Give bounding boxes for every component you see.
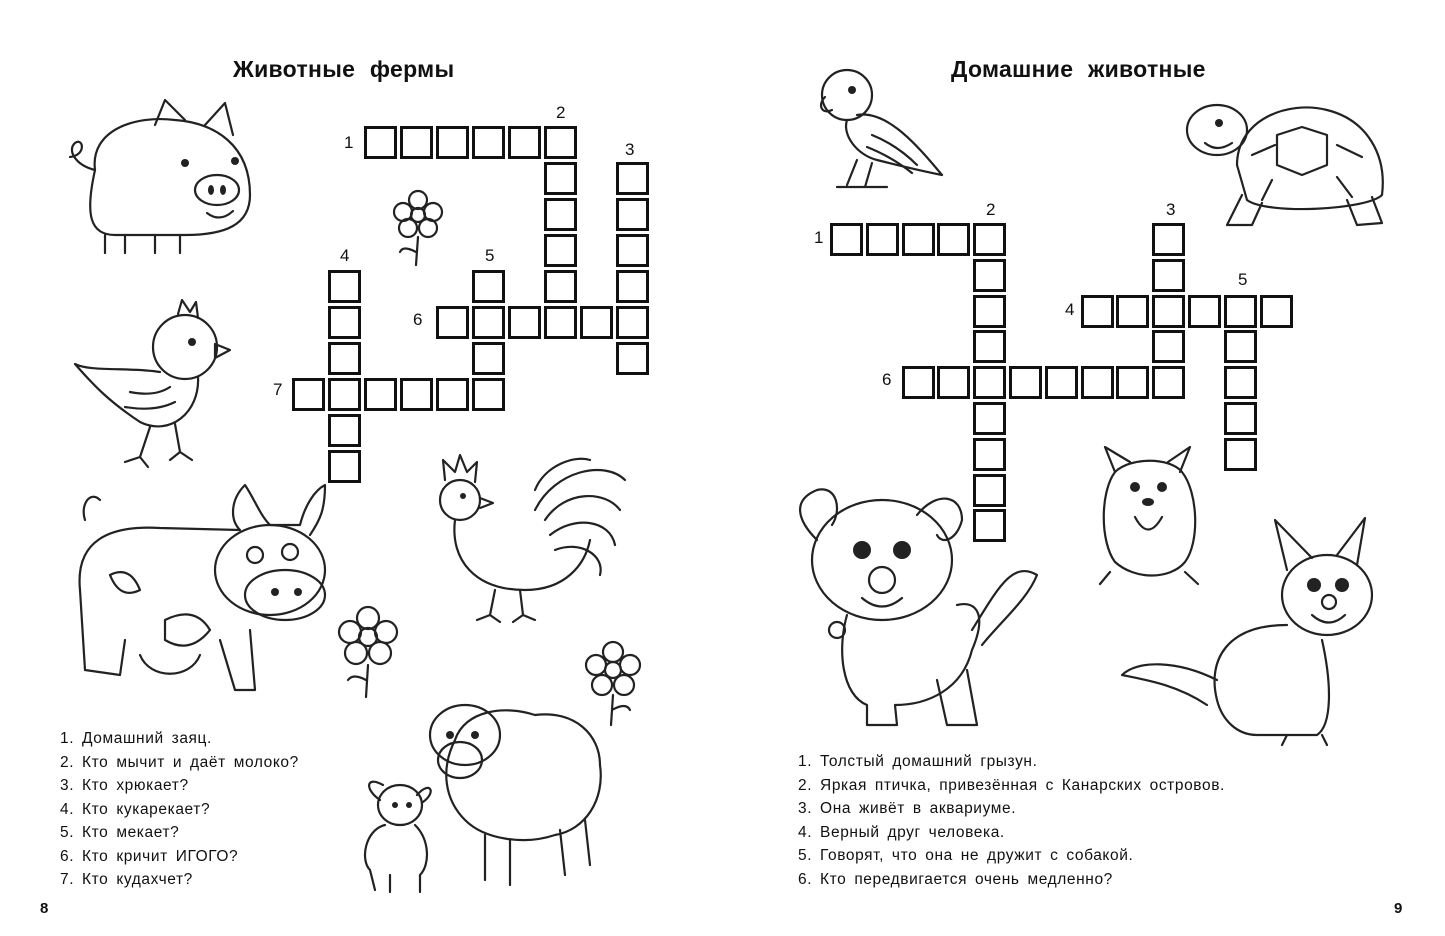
crossword-cell[interactable] — [616, 342, 649, 375]
crossword-cell[interactable] — [472, 378, 505, 411]
crossword-cell[interactable] — [580, 306, 613, 339]
crossword-cell[interactable] — [902, 223, 935, 256]
crossword-cell[interactable] — [328, 270, 361, 303]
crossword-cell[interactable] — [1116, 295, 1149, 328]
crossword-cell[interactable] — [400, 126, 433, 159]
crossword-cell[interactable] — [973, 223, 1006, 256]
clue-item: 1. Домашний заяц. — [60, 730, 212, 747]
clue-item: 7. Кто кудахчет? — [60, 871, 193, 888]
crossword-cell[interactable] — [1224, 438, 1257, 471]
crossword-cell[interactable] — [1152, 366, 1185, 399]
crossword-cell[interactable] — [973, 259, 1006, 292]
crossword-cell[interactable] — [616, 162, 649, 195]
crossword-cell[interactable] — [866, 223, 899, 256]
clue-item: 3. Она живёт в аквариуме. — [798, 800, 1017, 817]
clue-item: 1. Толстый домашний грызун. — [798, 753, 1038, 770]
crossword-cell[interactable] — [508, 126, 541, 159]
crossword-cell[interactable] — [1116, 366, 1149, 399]
crossword-cell[interactable] — [973, 295, 1006, 328]
flower-icon — [388, 190, 448, 270]
crossword-cell[interactable] — [436, 126, 469, 159]
crossword-cell[interactable] — [1009, 366, 1042, 399]
turtle-icon — [1187, 85, 1392, 235]
parrot-icon — [817, 65, 947, 195]
page-number: 8 — [40, 900, 49, 917]
crossword-number: 6 — [882, 370, 892, 389]
sheep-icon — [345, 680, 615, 895]
crossword-cell[interactable] — [328, 342, 361, 375]
crossword-number: 6 — [413, 310, 423, 329]
crossword-cell[interactable] — [508, 306, 541, 339]
rooster-icon — [415, 450, 630, 625]
crossword-number: 5 — [1238, 270, 1248, 289]
crossword-cell[interactable] — [1224, 295, 1257, 328]
crossword-number: 1 — [344, 133, 354, 152]
crossword-cell[interactable] — [436, 306, 469, 339]
chick-icon — [70, 292, 230, 472]
crossword-cell[interactable] — [616, 234, 649, 267]
crossword-cell[interactable] — [616, 306, 649, 339]
crossword-cell[interactable] — [973, 438, 1006, 471]
crossword-cell[interactable] — [973, 366, 1006, 399]
clue-list — [798, 750, 1225, 891]
clue-item: 2. Кто мычит и даёт молоко? — [60, 753, 299, 771]
crossword-cell[interactable] — [937, 366, 970, 399]
crossword-cell[interactable] — [1224, 402, 1257, 435]
crossword-cell[interactable] — [973, 474, 1006, 507]
crossword-number: 5 — [485, 246, 495, 265]
clue-item: 5. Кто мекает? — [60, 824, 180, 841]
crossword-cell[interactable] — [544, 162, 577, 195]
crossword-cell[interactable] — [1152, 295, 1185, 328]
crossword-number: 2 — [556, 103, 566, 122]
left-page — [0, 0, 722, 936]
crossword-cell[interactable] — [1081, 366, 1114, 399]
crossword-cell[interactable] — [1152, 223, 1185, 256]
crossword-number: 7 — [273, 380, 283, 399]
crossword-cell[interactable] — [472, 126, 505, 159]
crossword-cell[interactable] — [364, 126, 397, 159]
crossword-cell[interactable] — [1224, 366, 1257, 399]
crossword-cell[interactable] — [1224, 330, 1257, 363]
puppy-icon — [787, 480, 1057, 750]
page-title: Животные фермы — [233, 56, 455, 82]
page-number: 9 — [1394, 900, 1403, 917]
crossword-number: 4 — [340, 246, 350, 265]
crossword-cell[interactable] — [400, 378, 433, 411]
crossword-cell[interactable] — [830, 223, 863, 256]
crossword-cell[interactable] — [616, 270, 649, 303]
crossword-cell[interactable] — [1081, 295, 1114, 328]
kitten-icon — [1117, 510, 1367, 750]
clue-list — [60, 727, 299, 892]
page-title: Домашние животные — [951, 56, 1206, 82]
crossword-cell[interactable] — [544, 126, 577, 159]
crossword-cell[interactable] — [436, 378, 469, 411]
crossword-number: 2 — [986, 200, 996, 219]
crossword-number: 3 — [1166, 200, 1176, 219]
crossword-cell[interactable] — [328, 306, 361, 339]
crossword-cell[interactable] — [973, 402, 1006, 435]
crossword-cell[interactable] — [973, 509, 1006, 542]
clue-item: 3. Кто хрюкает? — [60, 777, 189, 794]
crossword-cell[interactable] — [902, 366, 935, 399]
crossword-cell[interactable] — [1152, 330, 1185, 363]
right-page — [722, 0, 1445, 936]
clue-item: 2. Яркая птичка, привезённая с Канарских островов. — [798, 776, 1225, 794]
crossword-cell[interactable] — [328, 378, 361, 411]
crossword-cell[interactable] — [472, 270, 505, 303]
crossword-cell[interactable] — [544, 234, 577, 267]
crossword-cell[interactable] — [1045, 366, 1078, 399]
crossword-number: 3 — [625, 140, 635, 159]
clue-item: 6. Кто кричит ИГОГО? — [60, 847, 239, 865]
clue-item: 5. Говорят, что она не дружит с собакой. — [798, 847, 1134, 864]
crossword-cell[interactable] — [544, 306, 577, 339]
pig-icon — [55, 95, 265, 255]
clue-item: 6. Кто передвигается очень медленно? — [798, 870, 1113, 888]
crossword-cell[interactable] — [973, 330, 1006, 363]
crossword-cell[interactable] — [1188, 295, 1221, 328]
crossword-cell[interactable] — [472, 306, 505, 339]
crossword-cell[interactable] — [1260, 295, 1293, 328]
crossword-cell[interactable] — [364, 378, 397, 411]
flower-icon — [333, 605, 403, 700]
crossword-cell[interactable] — [472, 342, 505, 375]
flower-icon — [578, 640, 648, 730]
crossword-number: 1 — [814, 228, 824, 247]
crossword-cell[interactable] — [616, 198, 649, 231]
clue-item: 4. Верный друг человека. — [798, 823, 1005, 841]
crossword-cell[interactable] — [544, 270, 577, 303]
crossword-number: 4 — [1065, 300, 1075, 319]
crossword-cell[interactable] — [328, 414, 361, 447]
crossword-cell[interactable] — [328, 450, 361, 483]
cow-icon — [70, 480, 330, 710]
crossword-cell[interactable] — [937, 223, 970, 256]
crossword-cell[interactable] — [1152, 259, 1185, 292]
clue-item: 4. Кто кукарекает? — [60, 800, 211, 818]
crossword-cell[interactable] — [544, 198, 577, 231]
crossword-cell[interactable] — [292, 378, 325, 411]
